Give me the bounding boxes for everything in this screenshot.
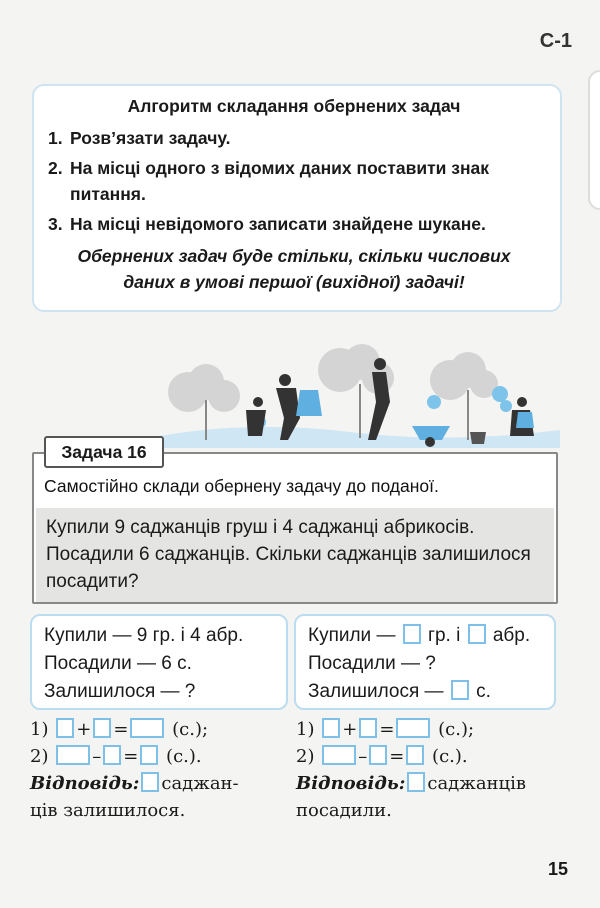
page-number: 15 [547, 859, 568, 879]
summary-text: Купили — [308, 625, 396, 646]
answer-box[interactable] [140, 745, 158, 765]
calc-number: 2) [30, 746, 49, 767]
page-edge-tab [588, 70, 600, 210]
answer-box[interactable] [56, 745, 90, 765]
calc-unit: (с.); [438, 719, 475, 740]
algorithm-step [48, 125, 540, 151]
calc-row [296, 716, 566, 743]
step-number: 1. [48, 128, 63, 148]
answer-box[interactable] [103, 745, 121, 765]
algorithm-step [48, 211, 540, 237]
summary-line [308, 622, 542, 650]
calc-unit: (с.). [166, 746, 202, 767]
answer-box[interactable] [322, 745, 356, 765]
task-instruction: Самостійно склади обернену задачу до поданої. [44, 476, 439, 496]
answer-box[interactable] [468, 624, 486, 644]
answer-row [30, 770, 290, 797]
answer-box[interactable] [322, 718, 340, 738]
calc-row [296, 743, 566, 770]
answer-box[interactable] [369, 745, 387, 765]
algorithm-title: Алгоритм складання обернених задач [127, 96, 461, 116]
summary-line: Залишилося — ? [44, 681, 196, 702]
minus-sign: – [358, 746, 368, 767]
answer-row [296, 770, 566, 797]
algorithm-step [48, 155, 540, 207]
summary-text: Залишилося — [308, 681, 444, 702]
answer-text: саджанців [427, 773, 527, 794]
right-calculation [296, 716, 566, 824]
inverse-summary-box [294, 614, 556, 710]
equals-sign: = [123, 746, 139, 767]
equals-sign: = [113, 719, 129, 740]
calc-number: 1) [296, 719, 315, 740]
summary-text: абр. [492, 625, 531, 646]
summary-text: с. [476, 681, 491, 702]
summary-line: Посадили — ? [308, 653, 436, 674]
answer-box[interactable] [56, 718, 74, 738]
algorithm-note: Обернених задач буде стільки, скільки числових даних в умові першої (вихідної) задачі! [77, 246, 511, 292]
task-title: Задача 16 [44, 436, 164, 468]
answer-box[interactable] [359, 718, 377, 738]
answer-box[interactable] [130, 718, 164, 738]
task-problem: Купили 9 саджанців груш і 4 саджанці абрикосів. Посадили 6 саджанців. Скільки саджанців залишилося посадити? [36, 508, 554, 602]
step-text: На місці одного з відомих даних поставити знак питання. [70, 158, 490, 204]
equals-sign: = [379, 719, 395, 740]
plus-sign: + [76, 719, 92, 740]
answer-text: посадили. [296, 800, 392, 821]
calc-unit: (с.). [432, 746, 468, 767]
summary-line [308, 678, 542, 706]
answer-box[interactable] [141, 772, 159, 792]
gardening-illustration [150, 340, 560, 452]
calc-number: 1) [30, 719, 49, 740]
answer-label: Відповідь: [30, 773, 140, 794]
answer-box[interactable] [93, 718, 111, 738]
plus-sign: + [342, 719, 358, 740]
answer-label: Відповідь: [296, 773, 406, 794]
answer-box[interactable] [451, 680, 469, 700]
step-number: 2. [48, 158, 63, 178]
calc-number: 2) [296, 746, 315, 767]
answer-text: ців залишилося. [30, 800, 186, 821]
calc-row [30, 716, 290, 743]
step-number: 3. [48, 214, 63, 234]
page-id: С-1 [539, 30, 572, 52]
summary-line: Купили — 9 гр. і 4 абр. [44, 625, 244, 646]
equals-sign: = [389, 746, 405, 767]
step-text: На місці невідомого записати знайдене шукане. [70, 214, 486, 234]
answer-box[interactable] [396, 718, 430, 738]
minus-sign: – [92, 746, 102, 767]
answer-text: саджан- [161, 773, 239, 794]
answer-box[interactable] [407, 772, 425, 792]
step-text: Розв’язати задачу. [70, 128, 231, 148]
answer-box[interactable] [406, 745, 424, 765]
given-summary-box [30, 614, 288, 710]
algorithm-box [32, 84, 562, 312]
left-calculation [30, 716, 290, 824]
summary-text: гр. і [428, 625, 461, 646]
calc-row [30, 743, 290, 770]
answer-box[interactable] [403, 624, 421, 644]
summary-line: Посадили — 6 с. [44, 653, 192, 674]
calc-unit: (с.); [172, 719, 209, 740]
